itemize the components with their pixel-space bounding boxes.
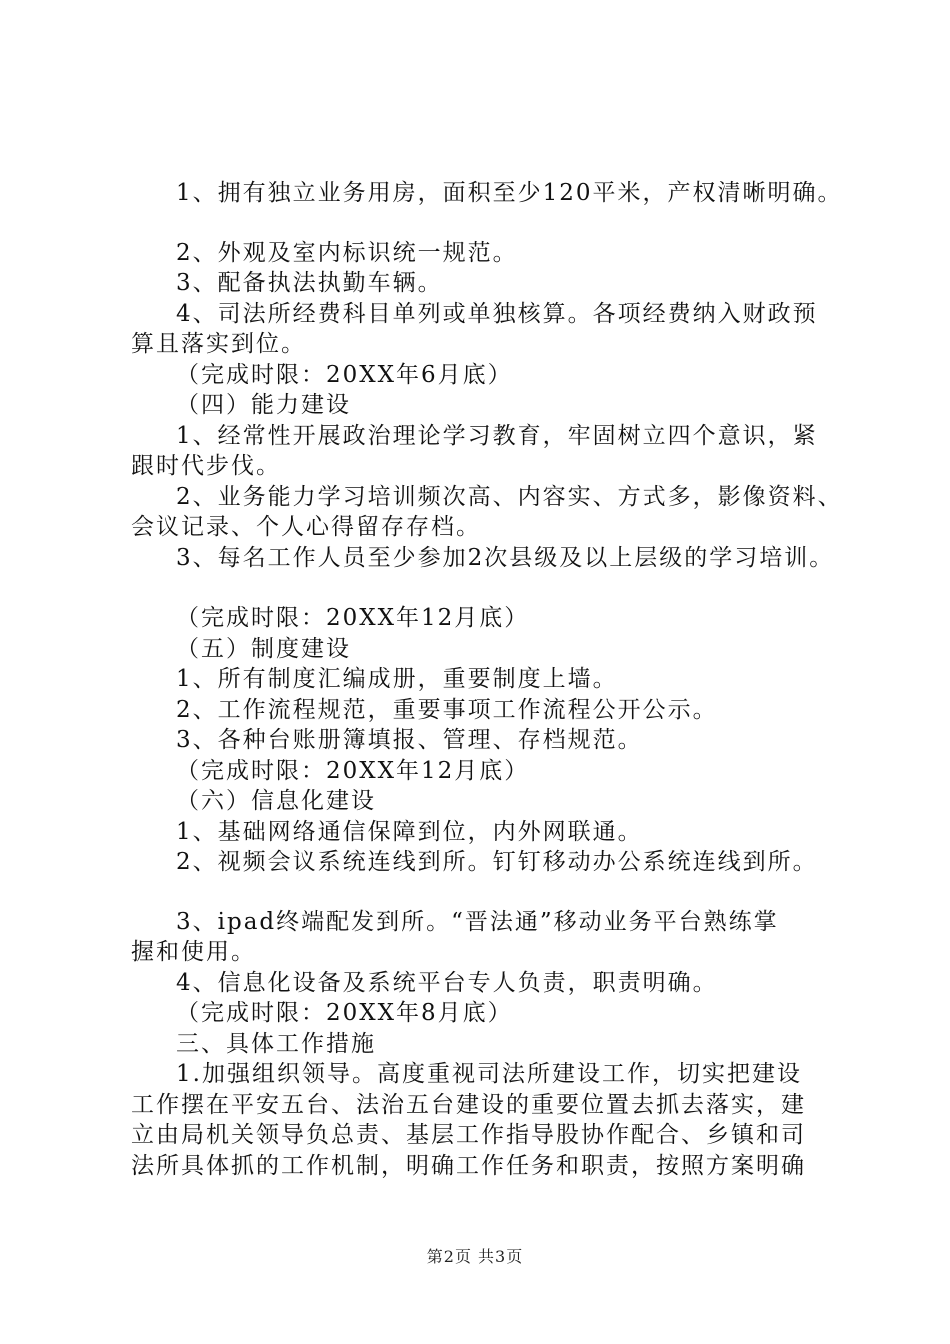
paragraph-line: 跟时代步伐。 bbox=[131, 453, 281, 479]
section-heading: （五）制度建设 bbox=[176, 636, 351, 662]
paragraph-line: 3、每名工作人员至少参加2次县级及以上层级的学习培训。 bbox=[176, 545, 835, 571]
paragraph-line: 1、基础网络通信保障到位，内外网联通。 bbox=[176, 819, 643, 845]
paragraph-line: 2、视频会议系统连线到所。钉钉移动办公系统连线到所。 bbox=[176, 849, 818, 875]
paragraph-line: 握和使用。 bbox=[131, 939, 256, 965]
section-heading: （六）信息化建设 bbox=[176, 788, 376, 814]
paragraph-line: 3、ipad终端配发到所。“晋法通”移动业务平台熟练掌 bbox=[176, 909, 779, 935]
paragraph-line: 1、拥有独立业务用房，面积至少120平米，产权清晰明确。 bbox=[176, 180, 843, 206]
paragraph-line: 1、所有制度汇编成册，重要制度上墙。 bbox=[176, 666, 618, 692]
paragraph-line: 算且落实到位。 bbox=[131, 331, 306, 357]
paragraph-line: 4、信息化设备及系统平台专人负责，职责明确。 bbox=[176, 970, 718, 996]
deadline-note: （完成时限：20XX年8月底） bbox=[176, 1000, 513, 1026]
paragraph-line: 2、外观及室内标识统一规范。 bbox=[176, 240, 518, 266]
section-heading: 三、具体工作措施 bbox=[176, 1031, 376, 1057]
paragraph-line: 3、配备执法执勤车辆。 bbox=[176, 270, 443, 296]
deadline-note: （完成时限：20XX年12月底） bbox=[176, 605, 530, 631]
paragraph-line: 2、工作流程规范，重要事项工作流程公开公示。 bbox=[176, 697, 718, 723]
paragraph-line: 3、各种台账册簿填报、管理、存档规范。 bbox=[176, 727, 643, 753]
deadline-note: （完成时限：20XX年12月底） bbox=[176, 758, 530, 784]
paragraph-line: 1、经常性开展政治理论学习教育，牢固树立四个意识，紧 bbox=[176, 423, 818, 449]
page-number-footer: 第2页 共3页 bbox=[426, 1247, 524, 1266]
paragraph-line: 会议记录、个人心得留存存档。 bbox=[131, 514, 481, 540]
paragraph-line: 法所具体抓的工作机制，明确工作任务和职责，按照方案明确 bbox=[131, 1153, 806, 1179]
section-heading: （四）能力建设 bbox=[176, 392, 351, 418]
deadline-note: （完成时限：20XX年6月底） bbox=[176, 362, 513, 388]
paragraph-line: 2、业务能力学习培训频次高、内容实、方式多，影像资料、 bbox=[176, 484, 843, 510]
paragraph-line: 立由局机关领导负总责、基层工作指导股协作配合、乡镇和司 bbox=[131, 1122, 806, 1148]
paragraph-line: 工作摆在平安五台、法治五台建设的重要位置去抓去落实，建 bbox=[131, 1092, 806, 1118]
paragraph-line: 4、司法所经费科目单列或单独核算。各项经费纳入财政预 bbox=[176, 301, 818, 327]
paragraph-line: 1.加强组织领导。高度重视司法所建设工作，切实把建设 bbox=[176, 1061, 802, 1087]
